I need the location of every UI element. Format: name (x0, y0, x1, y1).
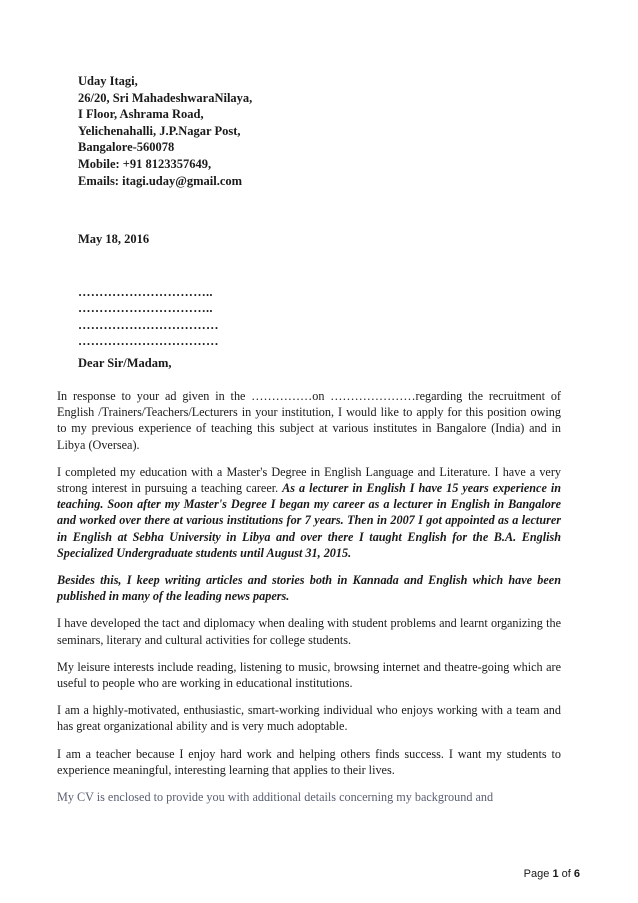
recipient-line: ………………………….. (78, 285, 213, 299)
salutation: Dear Sir/Madam, (78, 356, 172, 370)
letter-body (57, 388, 561, 816)
recipient-line: …………………………… (78, 317, 219, 332)
recipient-line: …………………………… (78, 334, 219, 349)
body-paragraph: I am a teacher because I enjoy hard work and helping others finds success. I want my students to experience meaningful, interesting learning that applies to their lives. (57, 746, 561, 777)
page-word: Page (523, 868, 550, 880)
body-paragraph: In response to your ad given in the ……………on …………………regarding the recruitment of English /Trainers/Teachers/Lecturers in your institution, I would like to apply for this position owing to my previous experience of teaching this subject at various institutes in Bangalore (India) and in Libya (Oversea). (57, 389, 561, 452)
sender-line: 26/20, Sri MahadeshwaraNilaya, (78, 90, 253, 105)
body-paragraph (57, 464, 561, 561)
sender-line: I Floor, Ashrama Road, (78, 107, 204, 122)
body-paragraph: Besides this, I keep writing articles and stories both in Kannada and English which have been published in many of the leading news papers. (57, 573, 561, 604)
sender-line: Yelichenahalli, J.P.Nagar Post, (78, 123, 241, 138)
sender-line: Bangalore-560078 (78, 140, 175, 155)
body-paragraph: My CV is enclosed to provide you with additional details concerning my background and (57, 790, 494, 805)
body-paragraph: I have developed the tact and diplomacy when dealing with student problems and learnt organizing the seminars, literary and cultural activities for college students. (57, 616, 561, 647)
sender-line: Uday Itagi, (78, 74, 138, 88)
letter-date: May 18, 2016 (78, 232, 150, 246)
recipient-line: ………………………….. (78, 301, 213, 316)
page-total: 6 (573, 868, 580, 880)
sender-line: Mobile: +91 8123357649, (78, 156, 212, 171)
sender-address-block (78, 73, 252, 189)
page-footer (524, 868, 580, 880)
body-paragraph: My leisure interests include reading, listening to music, browsing internet and theatre-going which are useful to people who are working in educational institutions. (57, 659, 561, 691)
paragraph-emphasis: As a lecturer in English I have 15 years experience in teaching. Soon after my Master's Degree I began my career as a lecturer in English in Bangalore and worked over there at various institutions for 7 years. Then in 2007 I got appointed as a lecturer in English at Sebha University in Libya and over there I taught English for the B.A. English Specialized Undergraduate students until August 31, 2015. (57, 481, 562, 560)
recipient-address-block (78, 284, 219, 350)
sender-line: Emails: itagi.uday@gmail.com (78, 173, 243, 188)
body-paragraph: I am a highly-motivated, enthusiastic, smart-working individual who enjoys working with a team and has great organizational ability and is very much adoptable. (57, 703, 561, 734)
of-word: of (561, 868, 571, 880)
page-number: 1 (552, 868, 559, 880)
paragraph-text: I completed my education with a Master's Degree in English Language and Literature. I have a very strong interest in pursuing a teaching career. (57, 464, 561, 496)
